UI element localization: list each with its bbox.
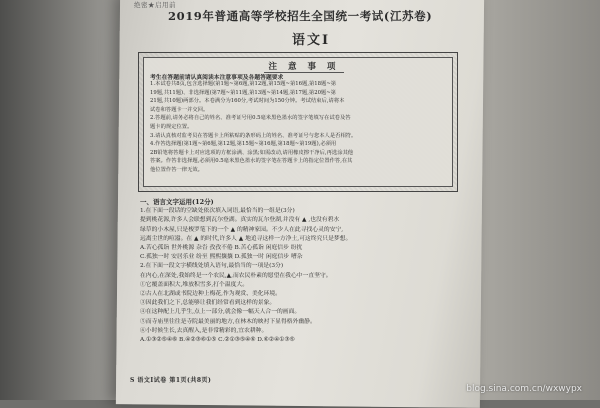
question-line: 1.在下面一段话的空缺处依次填入词语,最恰当的一组是(3分) bbox=[140, 208, 295, 215]
notice-line: 1.本试卷共8页,包含选择题(第1题~第6题,第12题,第15题~第16题,第18题~第 bbox=[150, 81, 337, 87]
section-title: 一、语言文字运用(12分) bbox=[140, 198, 214, 206]
question-section bbox=[140, 198, 460, 345]
notice-box bbox=[138, 52, 458, 192]
question-line: C.孤独一时 安居乐业 纷至 熙熙攘攘 D.孤独一时 闲庭信步 嘈杂 bbox=[140, 254, 303, 261]
question-lines bbox=[140, 207, 460, 345]
notice-line: 21题,共10题)两部分。本卷满分为160分,考试时间为150分钟。考试结束后,请将本 bbox=[150, 98, 345, 105]
question-line: ③因此我们之下,总能够让我们经常看到这样的景象。 bbox=[140, 300, 276, 307]
notice-line: 题卡的规定位置。 bbox=[150, 123, 193, 130]
notice-heading: 注 意 事 项 bbox=[264, 60, 344, 73]
question-line: ②古人在北湖或书院边种上梅花,作为观赏、美化环境。 bbox=[140, 291, 281, 298]
notice-line: 3.请认真核对监考员在答题卡上所粘贴的条形码上的姓名、准考证号与您本人是否相符。 bbox=[150, 132, 357, 139]
page-footer: S 语文Ⅰ试卷 第1页(共8页) bbox=[130, 377, 212, 384]
notice-line: 试卷和答题卡一并交回。 bbox=[150, 106, 209, 113]
question-line: 在内心,在深处,我始终是一个农民,▲,而农民朴素的愿望在我心中一直坚守。 bbox=[140, 272, 332, 279]
notice-intro: 考生在答题前请认真阅读本注意事项及各题答题要求 bbox=[150, 75, 284, 81]
question-line: ①它覆盖面积大,堆放积雪多,打个温度大。 bbox=[140, 281, 249, 288]
confidential-tag: 绝密★启用前 bbox=[134, 1, 176, 9]
exam-title: 2019年普通高等学校招生全国统一考试(江苏卷) bbox=[168, 9, 433, 23]
question-line: A.苦心孤诣 世外桃源 杂沓 孜孜不倦 B.苦心孤诣 闲庭信步 纷扰 bbox=[140, 245, 303, 252]
question-line: ④在这种配上几乎生,点上一部分,就会像一幅天人合一的画面。 bbox=[140, 309, 301, 316]
background-right bbox=[480, 0, 600, 400]
notice-list bbox=[150, 80, 447, 175]
notice-line: 19题,共11题)、非选择题(第7题~第11题,第13题~第14题,第17题,第20题~第 bbox=[150, 89, 336, 96]
question-line: 提到桃花源,许多人会联想到瓦尔登湖。真实的瓦尔登湖,并没有 ▲ ,也没有碧水 bbox=[140, 217, 340, 224]
notice-line: 他位置作答一律无效。 bbox=[150, 166, 203, 173]
notice-line: 答案。作答非选择题,必须用0.5毫米黑色墨水的签字笔在答题卡上的指定位置作答,在其 bbox=[150, 158, 353, 165]
notice-inner bbox=[143, 57, 453, 187]
notice-line: 2.答题前,请务必将自己的姓名、准考证号用0.5毫米黑色墨水的签字笔填写在试卷及答 bbox=[150, 115, 351, 122]
subject-title: 语文Ⅰ bbox=[292, 33, 331, 48]
question-line: A.①③②⑤④⑥ B.④②③⑥①⑤ C.②①③⑤④⑥ D.⑥②④①③⑤ bbox=[140, 337, 295, 344]
watermark: blog.sina.com.cn/wxwypx bbox=[466, 384, 582, 394]
question-line: 绿草的小木屋,只是梭罗笔下的一个 ▲ 的精神家园。不少人在此寻找心灵的安宁, bbox=[140, 226, 344, 233]
notice-line: 4.作答选择题(第1题~第6题,第12题,第15题~第16题,第18题~第19题),必须用 bbox=[150, 141, 337, 148]
question-line: 远离尘世的喧嚣。在 ▲ 的时代,许多人 ▲ 地追寻这样一方净土,可这终究只是梦想。 bbox=[140, 235, 352, 242]
question-line: ⑤而寺庙里往往是寺院最美丽的地方,在林木的映衬下显得格外幽静。 bbox=[140, 318, 316, 325]
question-line: ⑥小时候生长,去真醒入,是非常精彩的,宜农耕种。 bbox=[140, 327, 268, 334]
notice-line: 2B铅笔将答题卡上对应选项的方框涂满、涂黑;如需改动,请用橡皮擦干净后,再选涂其他 bbox=[150, 149, 354, 156]
question-line: 2.在下面一段文字横线处填入语句,最恰当的一项是(3分) bbox=[140, 263, 284, 270]
